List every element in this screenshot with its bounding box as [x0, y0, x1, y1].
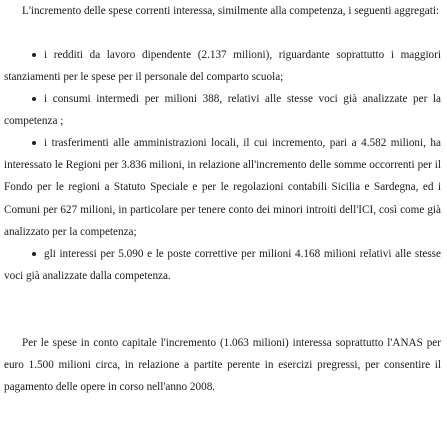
bullet-item-3 [4, 132, 441, 243]
bullet-item-1 [4, 44, 441, 88]
bullet-icon [32, 252, 36, 256]
intro-paragraph: L'incremento delle spese correnti interessa, similmente alla competenza, i seguenti aggregati: [22, 5, 440, 17]
capital-expenditure-paragraph: Per le spese in conto capitale l'incremento (1.063 milioni) interessa soprattutto l'ANAS per euro 1.500 milioni circa, in relazione a partite perente in esercizi pregressi, per consentire il pagamento delle opere in corso nell'anno 2008. [4, 337, 441, 394]
bullet-item-4 [4, 243, 441, 287]
bullet-icon [32, 97, 36, 101]
bullet-item-2 [4, 88, 441, 132]
bullet-text-2: i consumi intermedi per milioni 388, relativi alle stesse voci già analizzate per la competenza ; [4, 93, 441, 128]
bullet-text-1: i redditi da lavoro dipendente (2.137 milioni), riguardante soprattutto i maggiori stanziamenti per le spese per il personale del comparto scuola; [4, 49, 441, 84]
bullet-text-3: i trasferimenti alle amministrazioni locali, il cui incremento, pari a 4.582 milioni, ha interessato le Regioni per 3.836 milioni, in relazione all'incremento delle somme occorrenti per il Fondo per le regioni a Statuto Speciale e per le regolazioni contabili Sicilia e Sardegna, ed i Comuni per 627 milioni, in particolare per tenere conto dei minori introiti dell'ICI, così come già analizzato per la competenza; [4, 137, 441, 238]
bullet-icon [32, 141, 36, 145]
bullet-icon [32, 53, 36, 57]
bullet-text-4: gli interessi per 5.090 e le poste correttive per milioni 4.168 milioni relativi alle stesse voci già analizzate dalla competenza. [4, 248, 441, 283]
